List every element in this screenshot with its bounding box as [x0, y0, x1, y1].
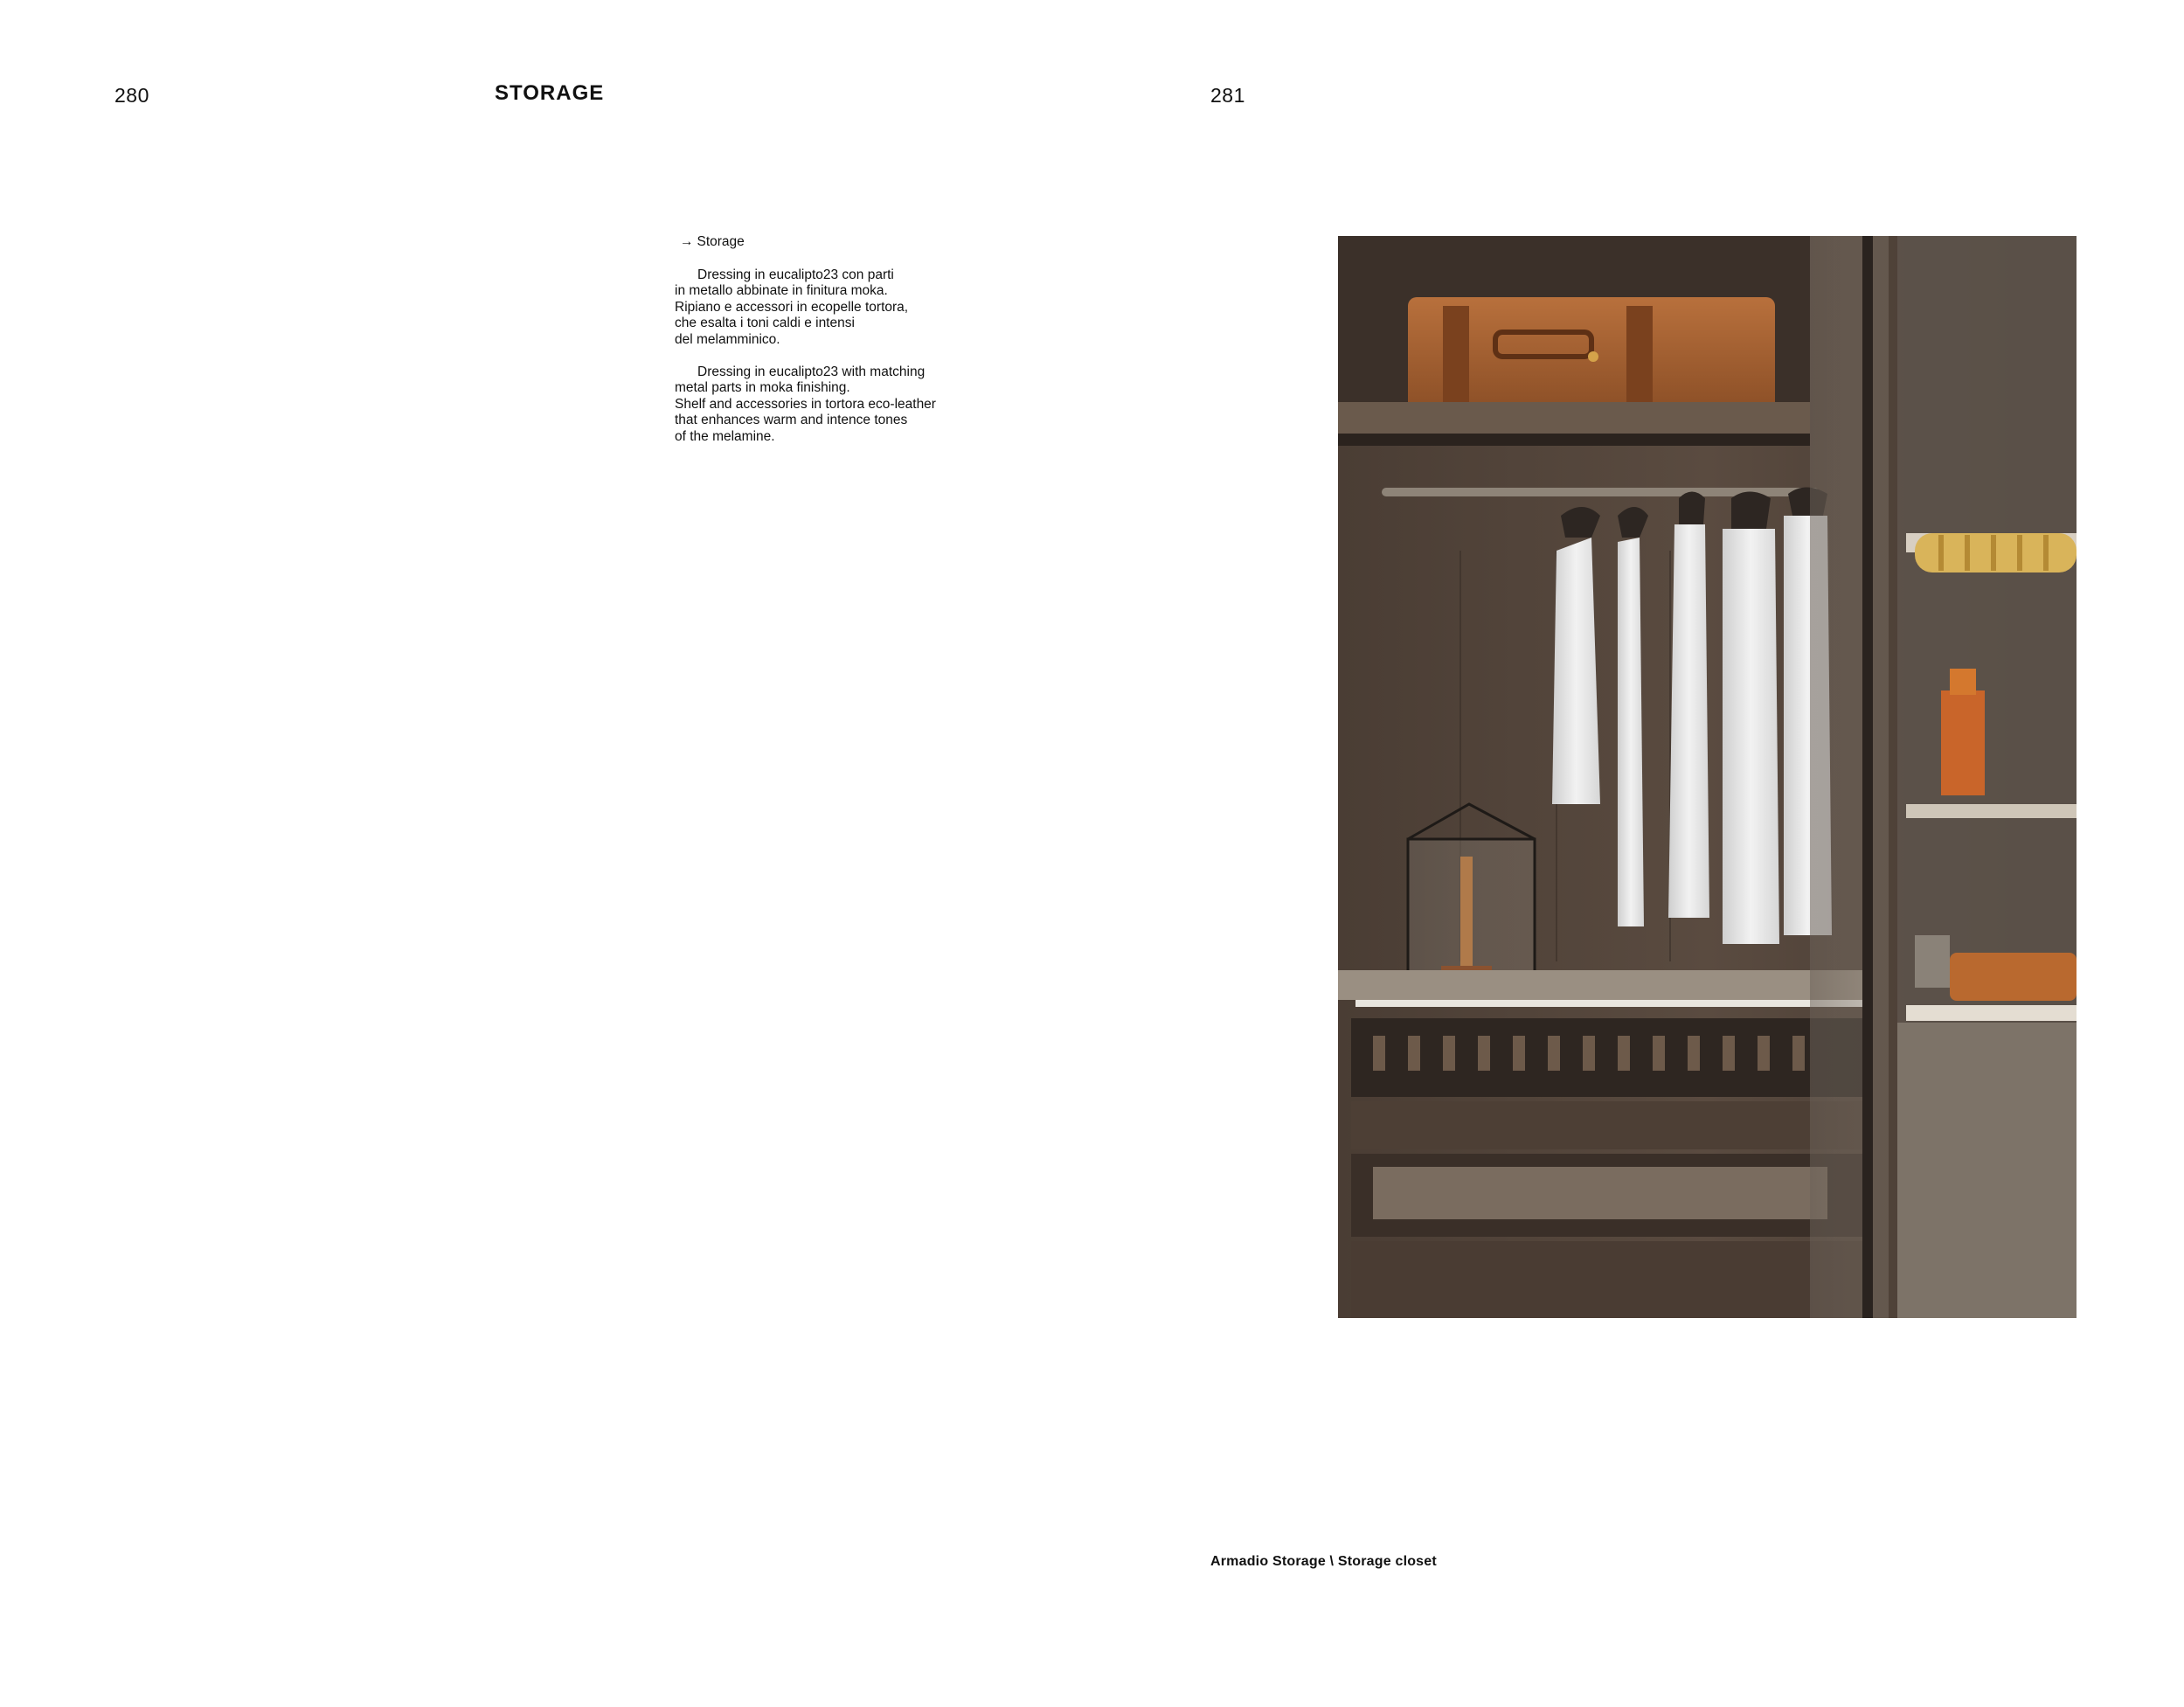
text-line: that enhances warm and intence tones	[675, 413, 908, 428]
photo-caption: Armadio Storage \ Storage closet	[1210, 1554, 1437, 1569]
text-line: Shelf and accessories in tortora eco-leather	[675, 396, 936, 412]
description-english	[675, 364, 1042, 446]
section-title: STORAGE	[495, 81, 605, 105]
text-line: Ripiano e accessori in ecopelle tortora,	[675, 299, 909, 315]
text-line: in metallo abbinate in finitura moka.	[675, 283, 888, 299]
text-line: che esalta i toni caldi e intensi	[675, 316, 855, 331]
text-line: metal parts in moka finishing.	[675, 380, 850, 396]
text-line: Dressing in eucalipto23 with matching	[697, 364, 926, 379]
description-heading-label: Storage	[697, 234, 745, 249]
arrow-right-icon: →	[680, 234, 694, 249]
page-number-left: 280	[114, 84, 149, 107]
text-line: Dressing in eucalipto23 con parti	[697, 267, 894, 282]
text-line: del melamminico.	[675, 331, 780, 347]
wardrobe-photo	[1338, 236, 2077, 1318]
description-heading	[680, 234, 1042, 251]
page-number-right: 281	[1210, 84, 1245, 107]
description-block	[675, 234, 1042, 461]
text-line: of the melamine.	[675, 428, 775, 444]
description-italian	[675, 267, 1042, 349]
